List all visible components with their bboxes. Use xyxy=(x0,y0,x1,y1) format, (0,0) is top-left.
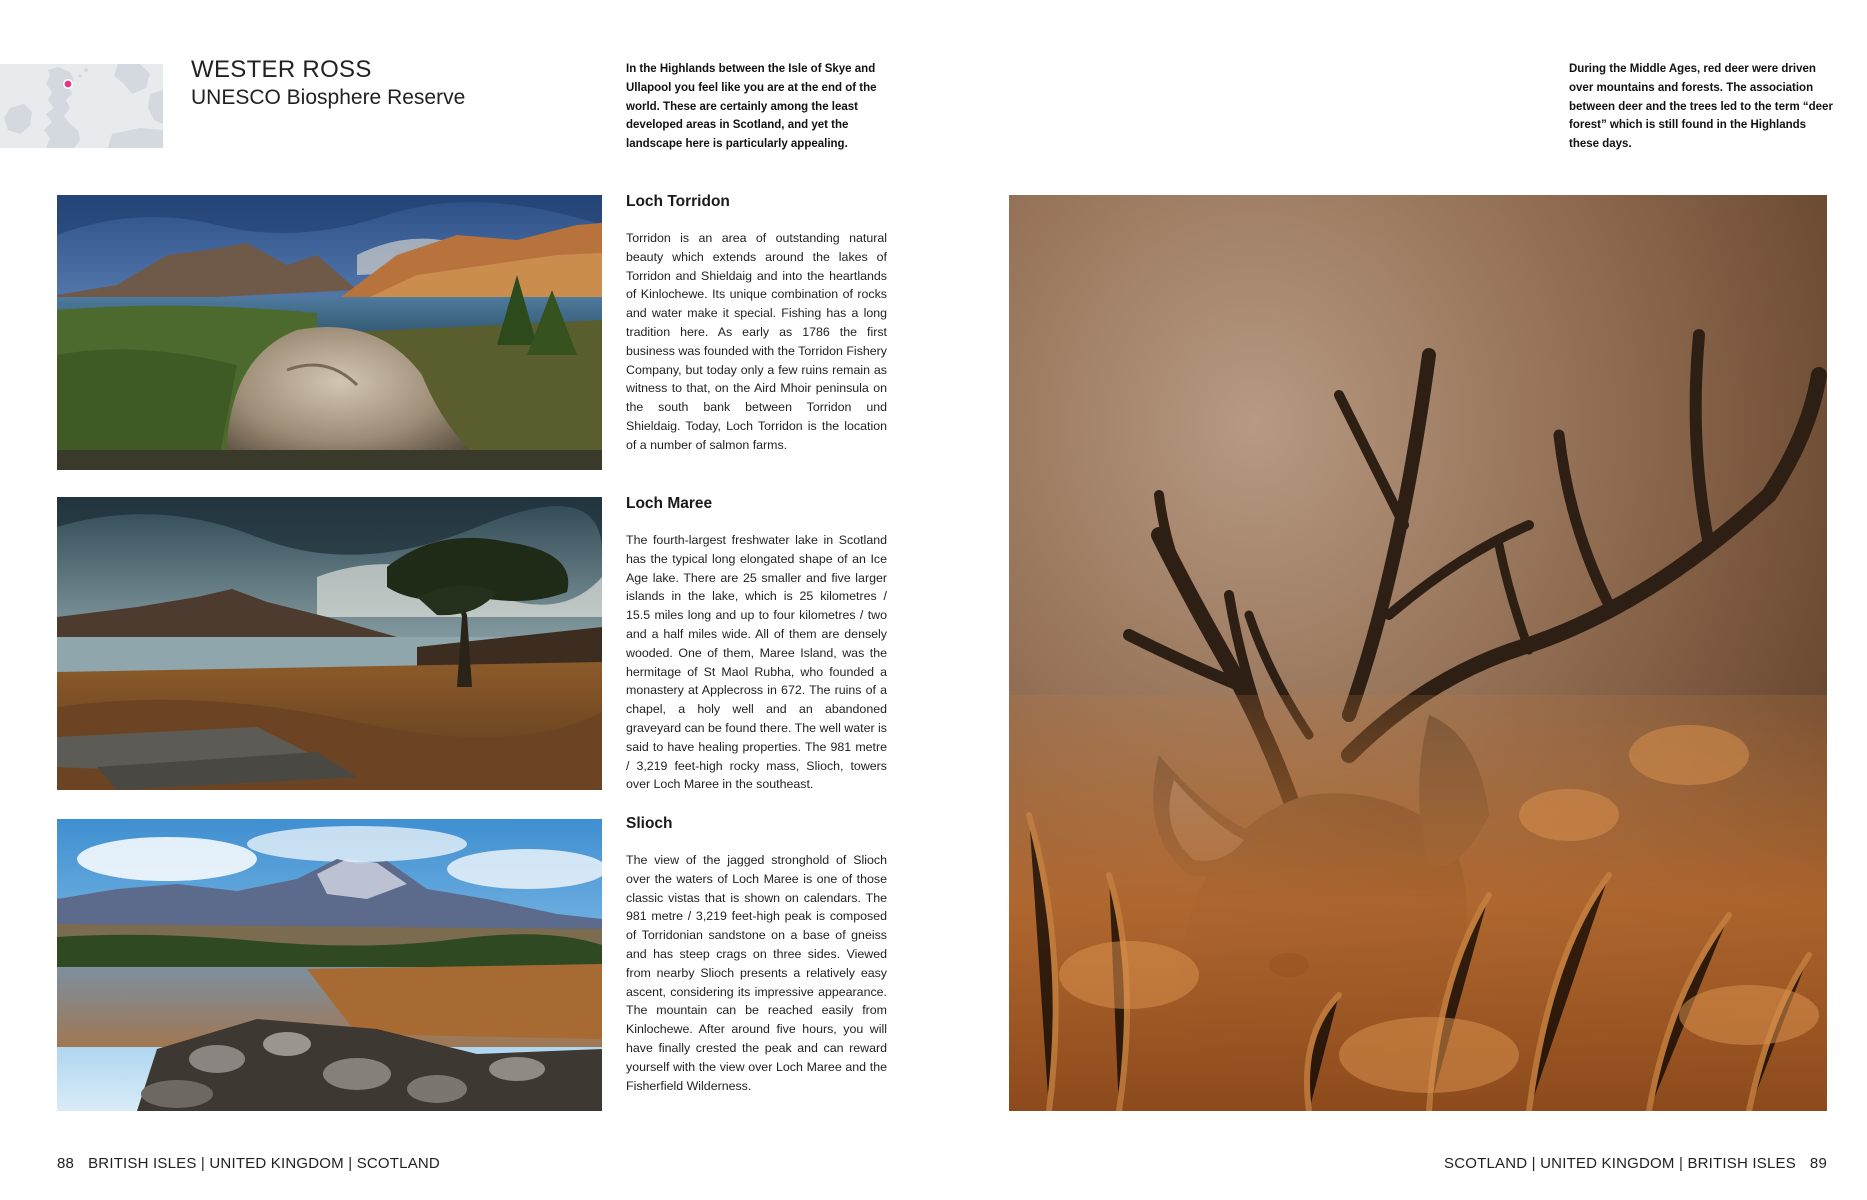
section-heading: Loch Torridon xyxy=(626,193,730,210)
footer-right xyxy=(1444,1155,1827,1172)
photo-red-deer xyxy=(1009,195,1827,1111)
section-body: Torridon is an area of outstanding natural beauty which extends around the lakes of Torridon and Shieldaig and into the heartlands of Kinlochewe. Its unique combination of rocks and water make it special. Fishing has a long tradition here. As early as 1786 the first business was founded with the Torridon Fishery Company, but today only a few ruins remain as witness to that, on the Aird Mhoir peninsula on the south bank between Torridon und Shieldaig. Today, Loch Torridon is the location of a number of salmon farms. xyxy=(626,231,887,452)
section-body: The fourth-largest freshwater lake in Scotland has the typical long elongated shape of an Ice Age lake. There are 25 smaller and five larger islands in the lake, which is 25 kilometres / 15.5 miles long and up to four kilometres / two and a half miles wide. All of them are densely wooded. One of them, Maree Island, was the hermitage of St Maol Rubha, who founded a monastery at Applecross in 672. The ruins of a chapel, a holy well and an abandoned graveyard can be found there. The well water is said to have healing properties. The 981 metre / 3,219 feet-high rocky mass, Slioch, towers over Loch Maree in the southeast. xyxy=(626,533,887,792)
page-number-left: 88 xyxy=(57,1155,75,1172)
photo-loch-maree xyxy=(57,497,602,790)
section-heading: Slioch xyxy=(626,815,673,832)
page-number-right: 89 xyxy=(1809,1155,1827,1172)
footer-left xyxy=(57,1155,440,1172)
section-loch-maree xyxy=(626,495,887,794)
section-heading: Loch Maree xyxy=(626,495,713,512)
photo-slioch xyxy=(57,819,602,1111)
section-body: The view of the jagged stronghold of Slioch over the waters of Loch Maree is one of those classic vistas that is shown on calendars. The 981 metre / 3,219 feet-high peak is composed of Torridonian sandstone on a base of gneiss and has steep crags on three sides. Viewed from nearby Slioch presents a relatively easy ascent, considering its impressive appearance. The mountain can be reached easily from Kinlochewe. After around five hours, you will have finally crested the peak and can reward yourself with the view over Loch Maree and the Fisherfield Wilderness. xyxy=(626,853,887,1093)
footer-breadcrumb-right: SCOTLAND | UNITED KINGDOM | BRITISH ISLES xyxy=(1444,1155,1796,1172)
locator-map xyxy=(0,64,163,148)
location-marker-icon xyxy=(65,81,72,88)
intro-text-left: In the Highlands between the Isle of Skye and Ullapool you feel like you are at the end of the world. These are certainly among the least developed areas in Scotland, and yet the landscape here is particularly appealing. xyxy=(626,63,877,151)
section-loch-torridon xyxy=(626,193,887,455)
intro-text-right: During the Middle Ages, red deer were driven over mountains and forests. The association between deer and the trees led to the term “deer forest” which is still found in the Highlands these days. xyxy=(1569,63,1833,151)
photo-loch-torridon xyxy=(57,195,602,470)
section-slioch xyxy=(626,815,887,1095)
page-subtitle: UNESCO Biosphere Reserve xyxy=(191,86,466,109)
page-title: WESTER ROSS xyxy=(191,56,372,83)
footer-breadcrumb-left: BRITISH ISLES | UNITED KINGDOM | SCOTLAND xyxy=(88,1155,440,1172)
map-graphic xyxy=(0,64,163,148)
